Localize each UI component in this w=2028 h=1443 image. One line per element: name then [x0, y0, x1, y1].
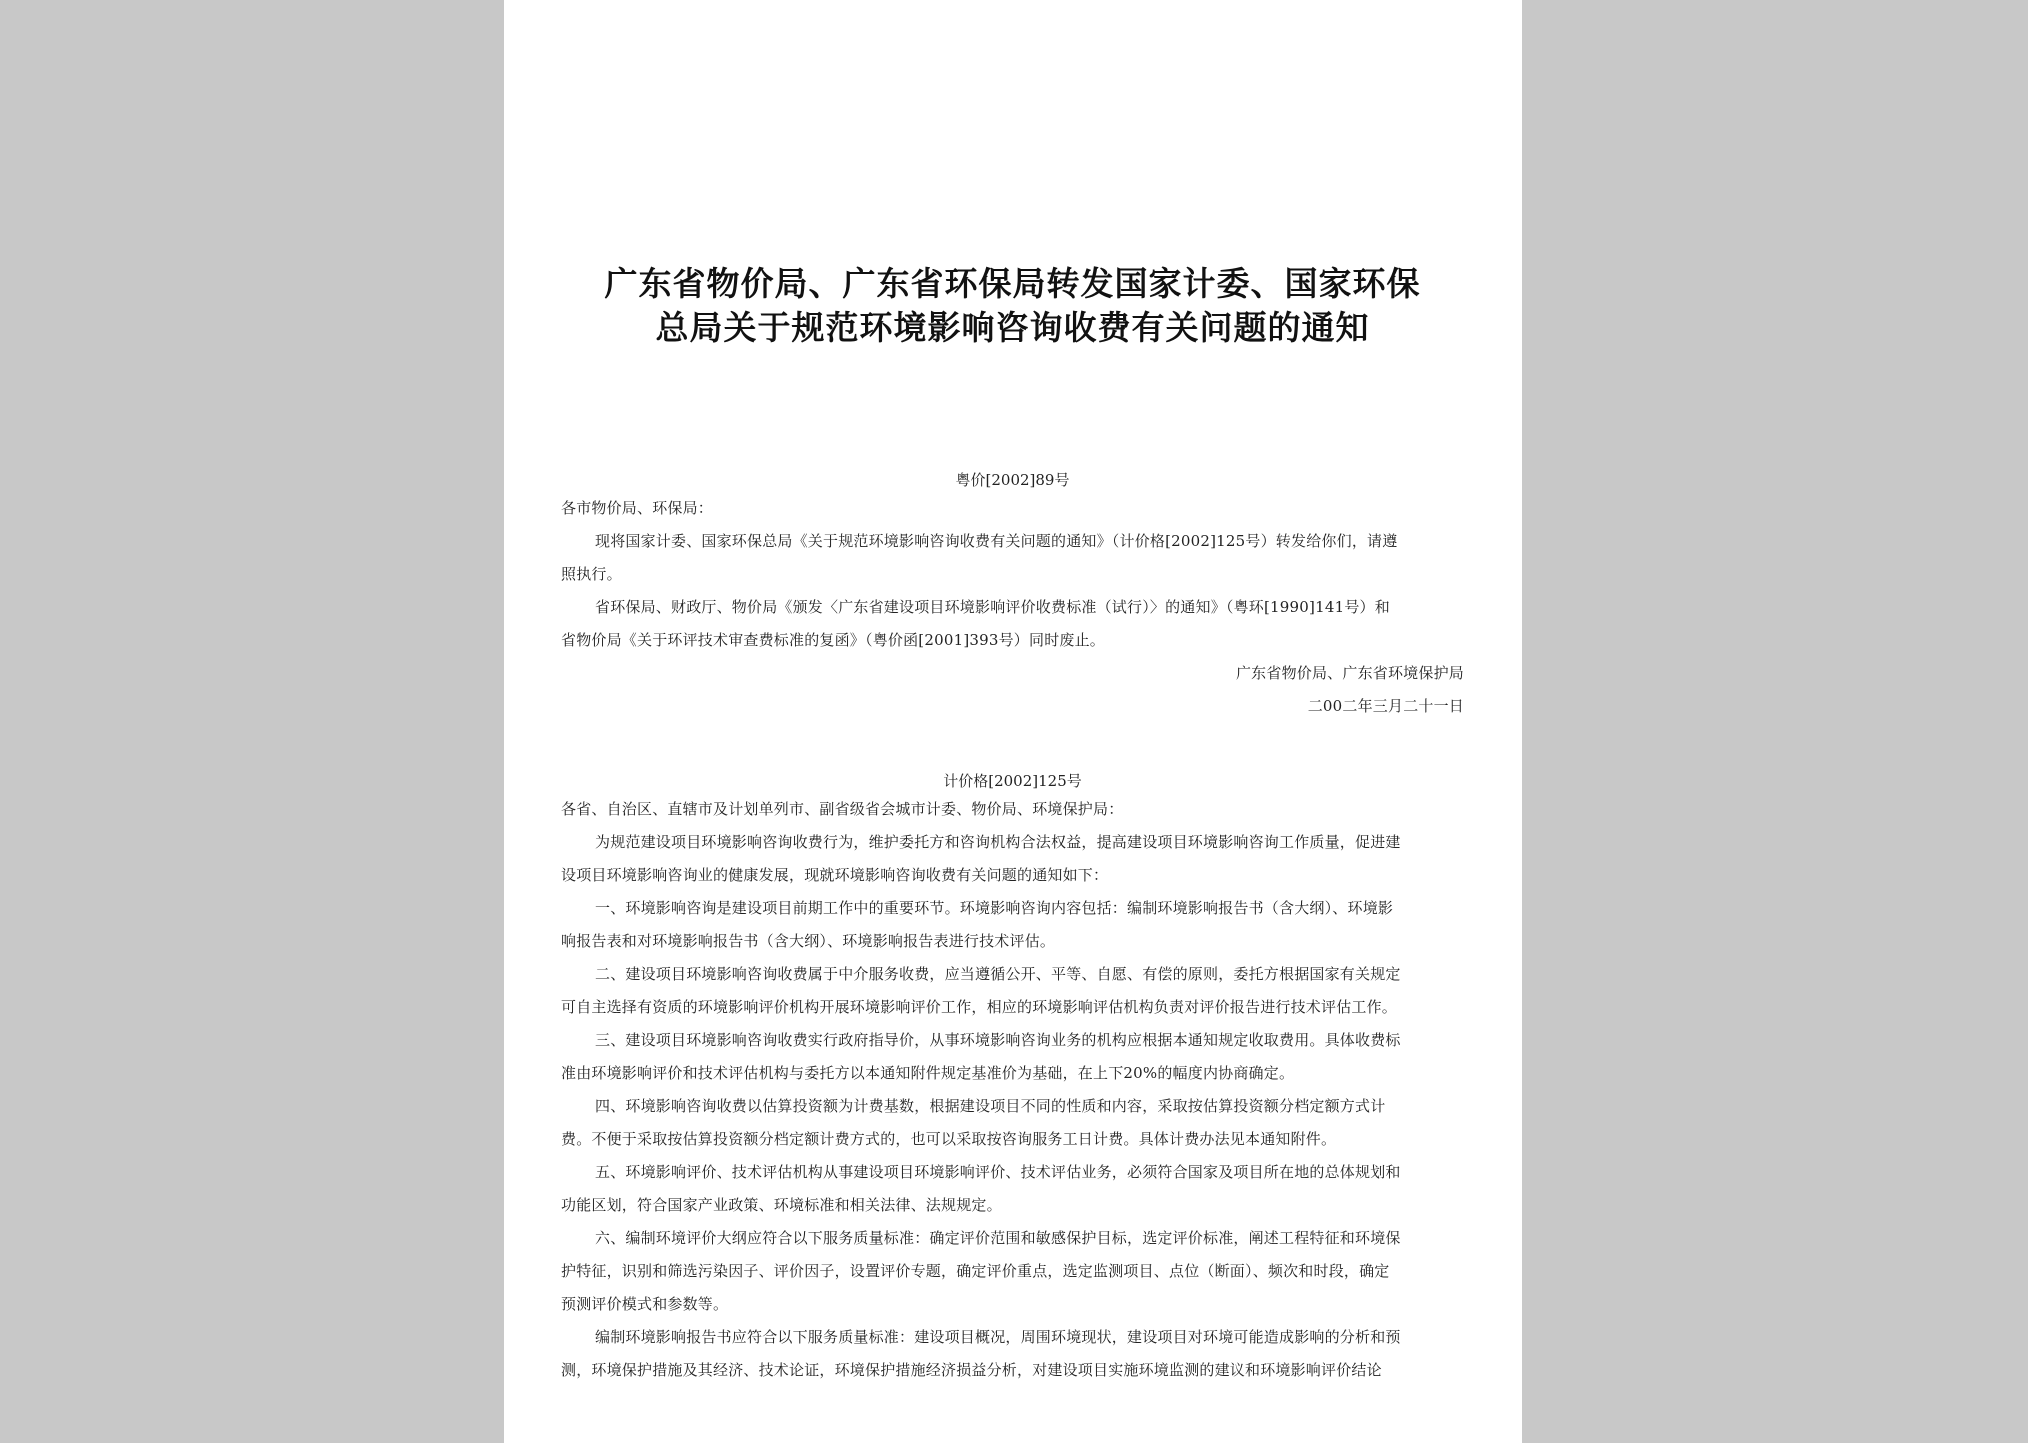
paragraph-line: 护特征，识别和筛选污染因子、评价因子，设置评价专题，确定评价重点，选定监测项目、点位（断面）、频次和时段，确定	[561, 1262, 1390, 1280]
paragraph-line: 响报告表和对环境影响报告书（含大纲）、环境影响报告表进行技术评估。	[561, 932, 1056, 950]
paragraph-line: 三、建设项目环境影响咨询收费实行政府指导价，从事环境影响咨询业务的机构应根据本通知规定收取费用。具体收费标	[595, 1031, 1401, 1049]
paragraph-line: 测，环境保护措施及其经济、技术论证，环境保护措施经济损益分析，对建设项目实施环境监测的建议和环境影响评价结论	[561, 1361, 1382, 1379]
addressee-1: 各市物价局、环保局：	[561, 499, 714, 517]
addressee-2: 各省、自治区、直辖市及计划单列市、副省级省会城市计委、物价局、环境保护局：	[561, 800, 1124, 818]
paragraph-line: 功能区划，符合国家产业政策、环境标准和相关法律、法规规定。	[561, 1196, 1002, 1214]
paragraph-line: 费。不便于采取按估算投资额分档定额计费方式的，也可以采取按咨询服务工日计费。具体计费办法见本通知附件。	[561, 1130, 1337, 1148]
signature: 广东省物价局、广东省环境保护局	[1235, 664, 1464, 682]
date: 二00二年三月二十一日	[1307, 697, 1464, 715]
paragraph-line: 二、建设项目环境影响咨询收费属于中介服务收费，应当遵循公开、平等、自愿、有偿的原则，委托方根据国家有关规定	[595, 965, 1401, 983]
paragraph-line: 编制环境影响报告书应符合以下服务质量标准：建设项目概况，周围环境现状，建设项目对环境可能造成影响的分析和预	[595, 1328, 1401, 1346]
doc-number-1: 粤价[2002]89号	[955, 471, 1070, 489]
paragraph-line: 一、环境影响咨询是建设项目前期工作中的重要环节。环境影响咨询内容包括：编制环境影响报告书（含大纲）、环境影	[595, 899, 1394, 917]
document-title	[561, 262, 1464, 350]
paragraph-line: 可自主选择有资质的环境影响评价机构开展环境影响评价工作，相应的环境影响评估机构负责对评价报告进行技术评估工作。	[561, 998, 1398, 1016]
title-line-2: 总局关于规范环境影响咨询收费有关问题的通知	[655, 308, 1370, 347]
paragraph-line: 五、环境影响评价、技术评估机构从事建设项目环境影响评价、技术评估业务，必须符合国家及项目所在地的总体规划和	[595, 1163, 1401, 1181]
paragraph-line: 省环保局、财政厅、物价局《颁发〈广东省建设项目环境影响评价收费标准（试行）〉的通知》（粤环[1990]141号）和	[595, 598, 1390, 616]
paragraph-line: 四、环境影响咨询收费以估算投资额为计费基数，根据建设项目不同的性质和内容，采取按估算投资额分档定额方式计	[595, 1097, 1386, 1115]
paragraph-line: 省物价局《关于环评技术审查费标准的复函》（粤价函[2001]393号）同时废止。	[561, 631, 1106, 649]
doc-number-2: 计价格[2002]125号	[943, 772, 1082, 790]
paragraph-line: 六、编制环境评价大纲应符合以下服务质量标准：确定评价范围和敏感保护目标，选定评价标准，阐述工程特征和环境保	[595, 1229, 1401, 1247]
paragraph-line: 现将国家计委、国家环保总局《关于规范环境影响咨询收费有关问题的通知》（计价格[2002]125号）转发给你们，请遵	[595, 532, 1398, 550]
paragraph-line: 设项目环境影响咨询业的健康发展，现就环境影响咨询收费有关问题的通知如下：	[561, 866, 1109, 884]
title-line-1: 广东省物价局、广东省环保局转发国家计委、国家环保	[604, 264, 1421, 303]
paragraph-line: 为规范建设项目环境影响咨询收费行为，维护委托方和咨询机构合法权益，提高建设项目环境影响咨询工作质量，促进建	[595, 833, 1401, 851]
paragraph-line: 照执行。	[561, 565, 622, 583]
paragraph-line: 预测评价模式和参数等。	[561, 1295, 729, 1313]
document-page	[504, 0, 1522, 1443]
paragraph-line: 准由环境影响评价和技术评估机构与委托方以本通知附件规定基准价为基础，在上下20%的幅度内协商确定。	[561, 1064, 1295, 1082]
